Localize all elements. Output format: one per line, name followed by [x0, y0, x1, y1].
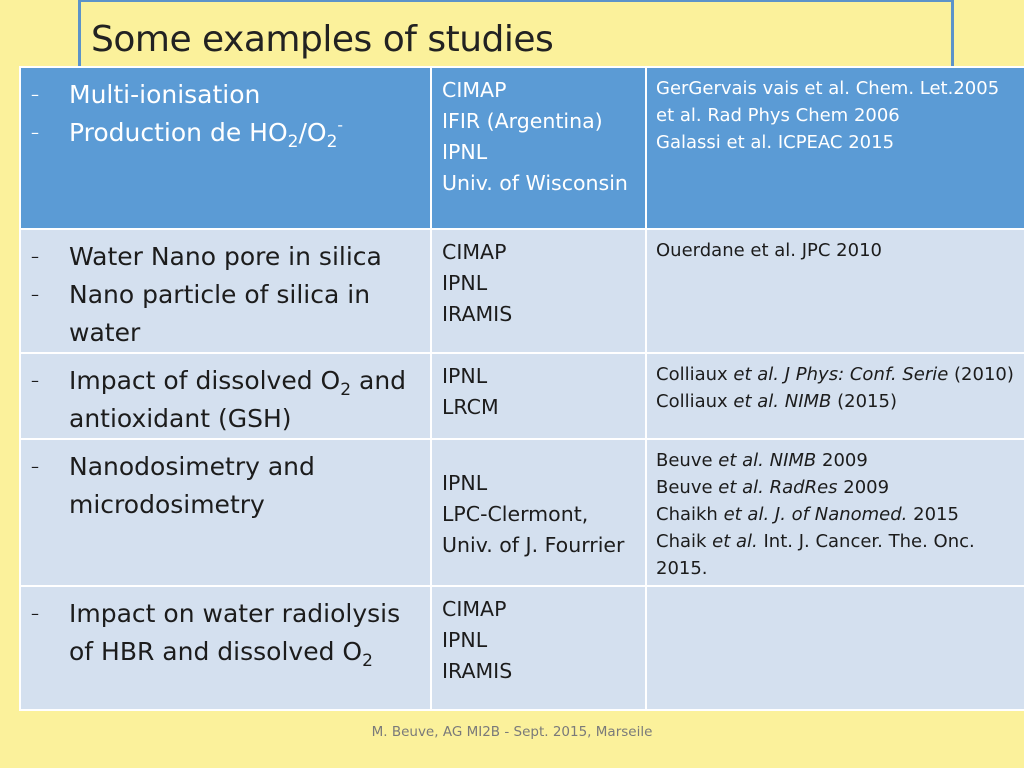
lab-name: IPNL: [442, 471, 488, 495]
reference: Galassi et al. ICPEAC 2015: [656, 132, 895, 153]
topic-text: Nanodosimetry and microdosimetry: [69, 452, 315, 519]
title-box: [78, 0, 954, 66]
list-item: [31, 76, 430, 114]
refs-cell: [646, 439, 1024, 586]
refs-cell: [646, 586, 1024, 710]
lab-name: IPNL: [442, 628, 488, 652]
table-row: [20, 67, 1024, 229]
footer: M. Beuve, AG MI2B - Sept. 2015, Marseile: [371, 724, 653, 740]
topic-cell: [20, 439, 431, 586]
lab-name: IPNL: [442, 140, 488, 164]
bullet-dash: –: [31, 85, 39, 104]
topic-text: Nano particle of silica in water: [69, 280, 371, 347]
lab-name: CIMAP: [442, 597, 507, 621]
lab-name: IPNL: [442, 364, 488, 388]
table-row: [20, 586, 1024, 710]
topic-cell: [20, 586, 431, 710]
lab-name: CIMAP: [442, 240, 507, 264]
lab-name: IRAMIS: [442, 302, 513, 326]
reference: Chaikh et al. J. of Nanomed. 2015: [656, 504, 959, 525]
table-row: [20, 229, 1024, 353]
reference: Chaik et al. Int. J. Cancer. The. Onc. 2015.: [656, 531, 975, 579]
slide-title: Some examples of studies: [91, 19, 554, 60]
topic-cell: [20, 229, 431, 353]
lab-name: Univ. of J. Fourrier: [442, 533, 625, 557]
labs-cell: [431, 439, 646, 586]
bullet-dash: –: [31, 457, 39, 476]
topic-cell: [20, 353, 431, 439]
reference: Colliaux et al. NIMB (2015): [656, 391, 897, 412]
bullet-dash: –: [31, 371, 39, 390]
list-item: [31, 595, 430, 671]
list-item: [31, 448, 430, 524]
labs-cell: [431, 586, 646, 710]
labs-cell: [431, 353, 646, 439]
lab-name: LPC-Clermont,: [442, 502, 589, 526]
list-item: [31, 276, 430, 352]
reference: GerGervais vais et al. Chem. Let.2005: [656, 78, 1000, 99]
lab-name: IRAMIS: [442, 659, 513, 683]
reference: Beuve et al. NIMB 2009: [656, 450, 868, 471]
reference: et al. Rad Phys Chem 2006: [656, 105, 900, 126]
topic-text: Multi-ionisation: [69, 80, 261, 109]
lab-name: Univ. of Wisconsin: [442, 171, 628, 195]
bullet-dash: –: [31, 604, 39, 623]
reference: Colliaux et al. J Phys: Conf. Serie (2010): [656, 364, 1014, 385]
refs-cell: [646, 353, 1024, 439]
refs-cell: [646, 67, 1024, 229]
topic-text: Impact of dissolved $O_2$ and antioxidant (GSH): [69, 366, 407, 433]
refs-cell: [646, 229, 1024, 353]
table-row: [20, 353, 1024, 439]
lab-name: CIMAP: [442, 78, 507, 102]
lab-name: LRCM: [442, 395, 499, 419]
bullet-dash: –: [31, 247, 39, 266]
list-item: [31, 238, 430, 276]
labs-cell: [431, 229, 646, 353]
topic-text: Impact on water radiolysis of HBR and dissolved $O_2$: [69, 599, 401, 671]
list-item: [31, 362, 430, 438]
topic-cell: [20, 67, 431, 229]
table-row: [20, 439, 1024, 586]
lab-name: IPNL: [442, 271, 488, 295]
bullet-dash: –: [31, 123, 39, 142]
list-item: [31, 114, 430, 152]
topic-text: Water Nano pore in silica: [69, 242, 382, 271]
studies-table: [19, 66, 1024, 711]
bullet-dash: –: [31, 285, 39, 304]
topic-text: Production de $HO_2/O_2^-$: [69, 116, 343, 152]
reference: Beuve et al. RadRes 2009: [656, 477, 890, 498]
labs-cell: [431, 67, 646, 229]
reference: Ouerdane et al. JPC 2010: [656, 240, 882, 261]
lab-name: IFIR (Argentina): [442, 109, 603, 133]
